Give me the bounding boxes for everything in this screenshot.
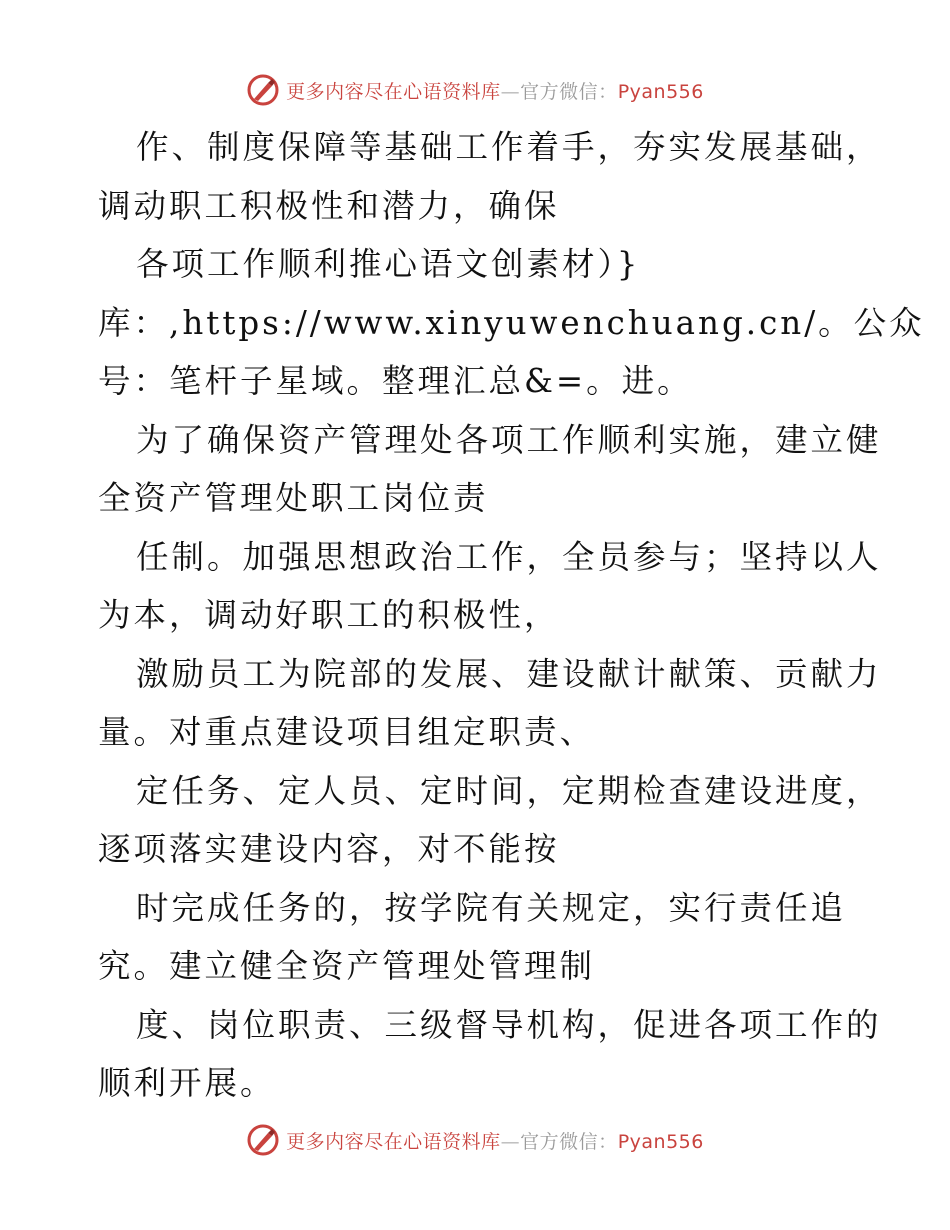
paragraph-line: 量。对重点建设项目组定职责、	[98, 713, 596, 751]
paragraph-line: 定任务、定人员、定时间，定期检查建设进度，	[136, 771, 882, 810]
watermark-separator: —	[500, 80, 521, 103]
watermark-contact-id: Pyan556	[617, 80, 704, 103]
header-watermark	[0, 70, 950, 110]
pen-circle-logo-icon	[246, 73, 280, 107]
watermark-contact-label: 官方微信：	[520, 1130, 618, 1153]
watermark-brand: 更多内容尽在心语资料库	[286, 80, 501, 103]
paragraph-line: 为本，调动好职工的积极性，	[98, 596, 560, 634]
paragraph-line: 为了确保资产管理处各项工作顺利实施，建立健	[136, 420, 882, 459]
paragraph-line: 顺利开展。	[98, 1064, 276, 1102]
paragraph-line: 度、岗位职责、三级督导机构，促进各项工作的	[136, 1005, 882, 1044]
watermark-text	[286, 77, 704, 104]
paragraph-line: 调动职工积极性和潜力，确保	[98, 186, 560, 225]
paragraph-line: 号：笔杆子星域。整理汇总&=。进。	[98, 362, 693, 400]
watermark-brand: 更多内容尽在心语资料库	[286, 1130, 501, 1153]
pen-circle-logo-icon	[246, 1123, 280, 1157]
paragraph-line: 激励员工为院部的发展、建设献计献策、贡献力	[136, 654, 882, 693]
paragraph-line: 任制。加强思想政治工作，全员参与；坚持以人	[136, 537, 882, 576]
paragraph-line: 逐项落实建设内容，对不能按	[98, 830, 560, 868]
document-body	[98, 118, 925, 1113]
watermark-text	[286, 1127, 704, 1154]
paragraph-line: 库：,https://www.xinyuwenchuang.cn/。公众	[98, 303, 925, 342]
footer-watermark	[0, 1120, 950, 1160]
paragraph-line: 全资产管理处职工岗位责	[98, 479, 489, 517]
paragraph-line: 各项工作顺利推心语文创素材）}	[136, 245, 641, 283]
paragraph-line: 作、制度保障等基础工作着手，夯实发展基础，	[136, 128, 882, 166]
watermark-contact-label: 官方微信：	[520, 80, 618, 103]
watermark-contact-id: Pyan556	[617, 1130, 704, 1153]
paragraph-line: 时完成任务的，按学院有关规定，实行责任追	[136, 888, 847, 927]
watermark-separator: —	[500, 1130, 521, 1153]
paragraph-line: 究。建立健全资产管理处管理制	[98, 947, 596, 985]
